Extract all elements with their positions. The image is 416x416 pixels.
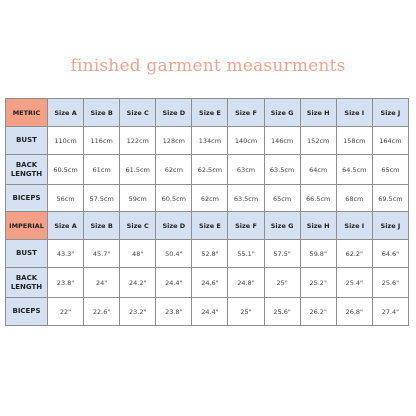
measurement-cell: 23.8" <box>156 298 192 326</box>
imperial-header-row <box>6 212 409 240</box>
size-column-header: Size E <box>192 212 228 240</box>
measurement-cell: 63.5cm <box>228 185 264 213</box>
measurement-cell: 27.4" <box>372 298 408 326</box>
measurement-cell: 152cm <box>300 127 336 155</box>
size-column-header: Size C <box>120 99 156 127</box>
measurement-cell: 25" <box>264 268 300 298</box>
measurement-cell: 45.7" <box>84 240 120 268</box>
measurement-cell: 23.8" <box>48 268 84 298</box>
size-column-header: Size J <box>372 212 408 240</box>
metric-bust-row <box>6 127 409 155</box>
measurement-cell: 25.6" <box>264 298 300 326</box>
measurement-cell: 26.8" <box>336 298 372 326</box>
metric-back-length-row <box>6 155 409 185</box>
measurement-cell: 61.5cm <box>120 155 156 185</box>
measurement-cell: 24.6" <box>192 268 228 298</box>
measurement-cell: 59.8" <box>300 240 336 268</box>
measurement-cell: 158cm <box>336 127 372 155</box>
measurement-cell: 122cm <box>120 127 156 155</box>
imperial-bust-row <box>6 240 409 268</box>
measurement-cell: 64.6" <box>372 240 408 268</box>
measurement-cell: 52.8" <box>192 240 228 268</box>
measurement-cell: 116cm <box>84 127 120 155</box>
measurement-cell: 25.6" <box>372 268 408 298</box>
measurement-cell: 22.6" <box>84 298 120 326</box>
size-column-header: Size F <box>228 212 264 240</box>
imperial-row-label: BUST <box>6 240 48 268</box>
measurement-cell: 164cm <box>372 127 408 155</box>
size-column-header: Size J <box>372 99 408 127</box>
measurement-cell: 50.4" <box>156 240 192 268</box>
measurement-cell: 48" <box>120 240 156 268</box>
measurement-cell: 55.1" <box>228 240 264 268</box>
measurement-cell: 62.2" <box>336 240 372 268</box>
metric-biceps-row <box>6 185 409 213</box>
measurement-cell: 66.5cm <box>300 185 336 213</box>
metric-row-label: BUST <box>6 127 48 155</box>
imperial-row-label: BACK LENGTH <box>6 268 48 298</box>
measurement-cell: 59cm <box>120 185 156 213</box>
size-column-header: Size B <box>84 212 120 240</box>
size-column-header: Size I <box>336 99 372 127</box>
imperial-corner-label: IMPERIAL <box>6 212 48 240</box>
measurement-cell: 24.8" <box>228 268 264 298</box>
measurement-cell: 24.4" <box>156 268 192 298</box>
size-column-header: Size E <box>192 99 228 127</box>
imperial-table <box>5 211 409 326</box>
metric-row-label: BACK LENGTH <box>6 155 48 185</box>
measurement-cell: 62cm <box>156 155 192 185</box>
size-column-header: Size I <box>336 212 372 240</box>
measurement-cell: 62.5cm <box>192 155 228 185</box>
metric-header-row <box>6 99 409 127</box>
measurement-cell: 64cm <box>300 155 336 185</box>
measurement-cell: 140cm <box>228 127 264 155</box>
measurement-cell: 43.3" <box>48 240 84 268</box>
measurement-cell: 62cm <box>192 185 228 213</box>
size-column-header: Size B <box>84 99 120 127</box>
metric-row-label: BICEPS <box>6 185 48 213</box>
measurement-cell: 24.4" <box>192 298 228 326</box>
measurement-cell: 25" <box>228 298 264 326</box>
measurement-cell: 57.5cm <box>84 185 120 213</box>
measurement-cell: 24" <box>84 268 120 298</box>
measurement-cell: 60.5cm <box>48 155 84 185</box>
measurement-cell: 110cm <box>48 127 84 155</box>
measurement-cell: 68cm <box>336 185 372 213</box>
measurement-cell: 134cm <box>192 127 228 155</box>
measurement-cell: 26.2" <box>300 298 336 326</box>
size-column-header: Size G <box>264 212 300 240</box>
measurement-cell: 64.5cm <box>336 155 372 185</box>
measurement-cell: 128cm <box>156 127 192 155</box>
measurement-cell: 61cm <box>84 155 120 185</box>
size-column-header: Size C <box>120 212 156 240</box>
page-title: finished garment measurments <box>70 56 346 76</box>
size-column-header: Size G <box>264 99 300 127</box>
measurement-cell: 22" <box>48 298 84 326</box>
measurement-cell: 60.5cm <box>156 185 192 213</box>
imperial-row-label: BICEPS <box>6 298 48 326</box>
size-column-header: Size D <box>156 99 192 127</box>
imperial-biceps-row <box>6 298 409 326</box>
size-column-header: Size D <box>156 212 192 240</box>
measurement-cell: 25.4" <box>336 268 372 298</box>
size-column-header: Size H <box>300 212 336 240</box>
size-column-header: Size A <box>48 212 84 240</box>
measurement-cell: 57.5" <box>264 240 300 268</box>
measurement-cell: 23.2" <box>120 298 156 326</box>
size-column-header: Size F <box>228 99 264 127</box>
size-column-header: Size A <box>48 99 84 127</box>
imperial-back-length-row <box>6 268 409 298</box>
measurement-cell: 56cm <box>48 185 84 213</box>
measurement-cell: 69.5cm <box>372 185 408 213</box>
measurement-cell: 65cm <box>264 185 300 213</box>
metric-corner-label: METRIC <box>6 99 48 127</box>
measurement-cell: 25.2" <box>300 268 336 298</box>
metric-table <box>5 98 409 213</box>
measurement-cell: 63.5cm <box>264 155 300 185</box>
measurement-cell: 65cm <box>372 155 408 185</box>
size-column-header: Size H <box>300 99 336 127</box>
measurement-cell: 146cm <box>264 127 300 155</box>
measurement-cell: 63cm <box>228 155 264 185</box>
measurement-cell: 24.2" <box>120 268 156 298</box>
